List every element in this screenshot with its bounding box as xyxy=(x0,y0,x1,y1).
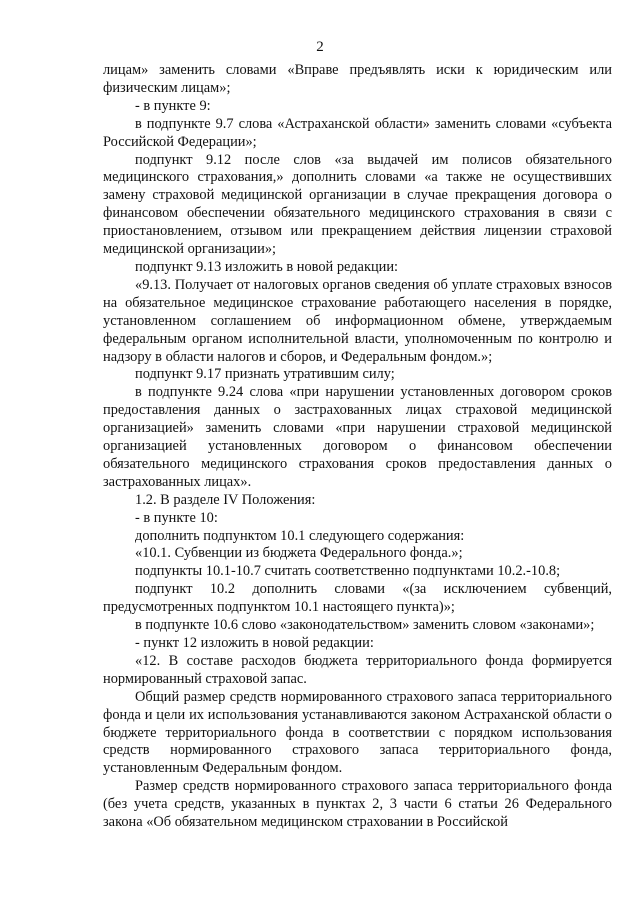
page-number: 2 xyxy=(316,39,324,55)
paragraph: Общий размер средств нормированного страхового запаса территориального фонда и цели их использования устанавливаются законом Астраханской области о бюджете территориального фонда в соответствии с порядком использования средств нормированного страхового запаса территориального фонда, установленным Федеральным фондом. xyxy=(103,688,612,777)
paragraph: подпункт 10.2 дополнить словами «(за исключением субвенций, предусмотренных подпунктом 10.1 настоящего пункта)»; xyxy=(103,581,612,616)
paragraph: в подпункте 9.24 слова «при нарушении установленных договором сроков предоставления данных о застрахованных лицах страховой медицинской организацией» заменить словами «при нарушении страховой медицинской организацией установленных договором о финансовом обеспечении обязательного медицинского страхования сроков предоставления данных о застрахованных лицах». xyxy=(103,384,612,490)
paragraph: «10.1. Субвенции из бюджета Федерального фонда.»; xyxy=(135,545,463,562)
paragraph: подпункты 10.1-10.7 считать соответственно подпунктами 10.2.-10.8; xyxy=(135,563,561,580)
paragraph: - пункт 12 изложить в новой редакции: xyxy=(135,635,374,651)
paragraph: «9.13. Получает от налоговых органов сведения об уплате страховых взносов на обязательное медицинское страхование работающего населения в порядке, установленном соглашением об информационном обмене, утверждаемым федеральным органом исполнительной власти, уполномоченным по контролю и надзору в области налогов и сборов, и Федеральным фондом.»; xyxy=(103,276,612,365)
paragraph: - в пункте 9: xyxy=(135,97,211,114)
document-body xyxy=(103,62,612,832)
paragraph: в подпункте 10.6 слово «законодательством» заменить словом «законами»; xyxy=(135,617,595,634)
paragraph: Размер средств нормированного страхового запаса территориального фонда (без учета средств, указанных в пунктах 2, 3 части 6 статьи 26 Федерального закона «Об обязательном медицинском страховании в Российской xyxy=(103,778,612,831)
paragraph: - в пункте 10: xyxy=(135,509,218,526)
paragraph: дополнить подпунктом 10.1 следующего содержания: xyxy=(135,527,465,544)
paragraph: лицам» заменить словами «Вправе предъявлять иски к юридическим или физическим лицам»; xyxy=(103,62,612,96)
paragraph: «12. В составе расходов бюджета территориального фонда формируется нормированный страховой запас. xyxy=(103,652,612,687)
paragraph: в подпункте 9.7 слова «Астраханской области» заменить словами «субъекта Российской Федерации»; xyxy=(103,115,612,150)
paragraph: подпункт 9.17 признать утратившим силу; xyxy=(135,366,395,383)
paragraph: подпункт 9.12 после слов «за выдачей им полисов обязательного медицинского страхования,» дополнить словами «а также не осуществивших замену страховой медицинской организации в случае прекращения договора о финансовом обеспечении обязательного медицинского страхования в связи с приостановлением, отзывом или прекращением действия лицензии страховой медицинской организации»; xyxy=(103,151,612,258)
paragraph: 1.2. В разделе IV Положения: xyxy=(135,491,316,508)
paragraph: подпункт 9.13 изложить в новой редакции: xyxy=(135,258,399,275)
